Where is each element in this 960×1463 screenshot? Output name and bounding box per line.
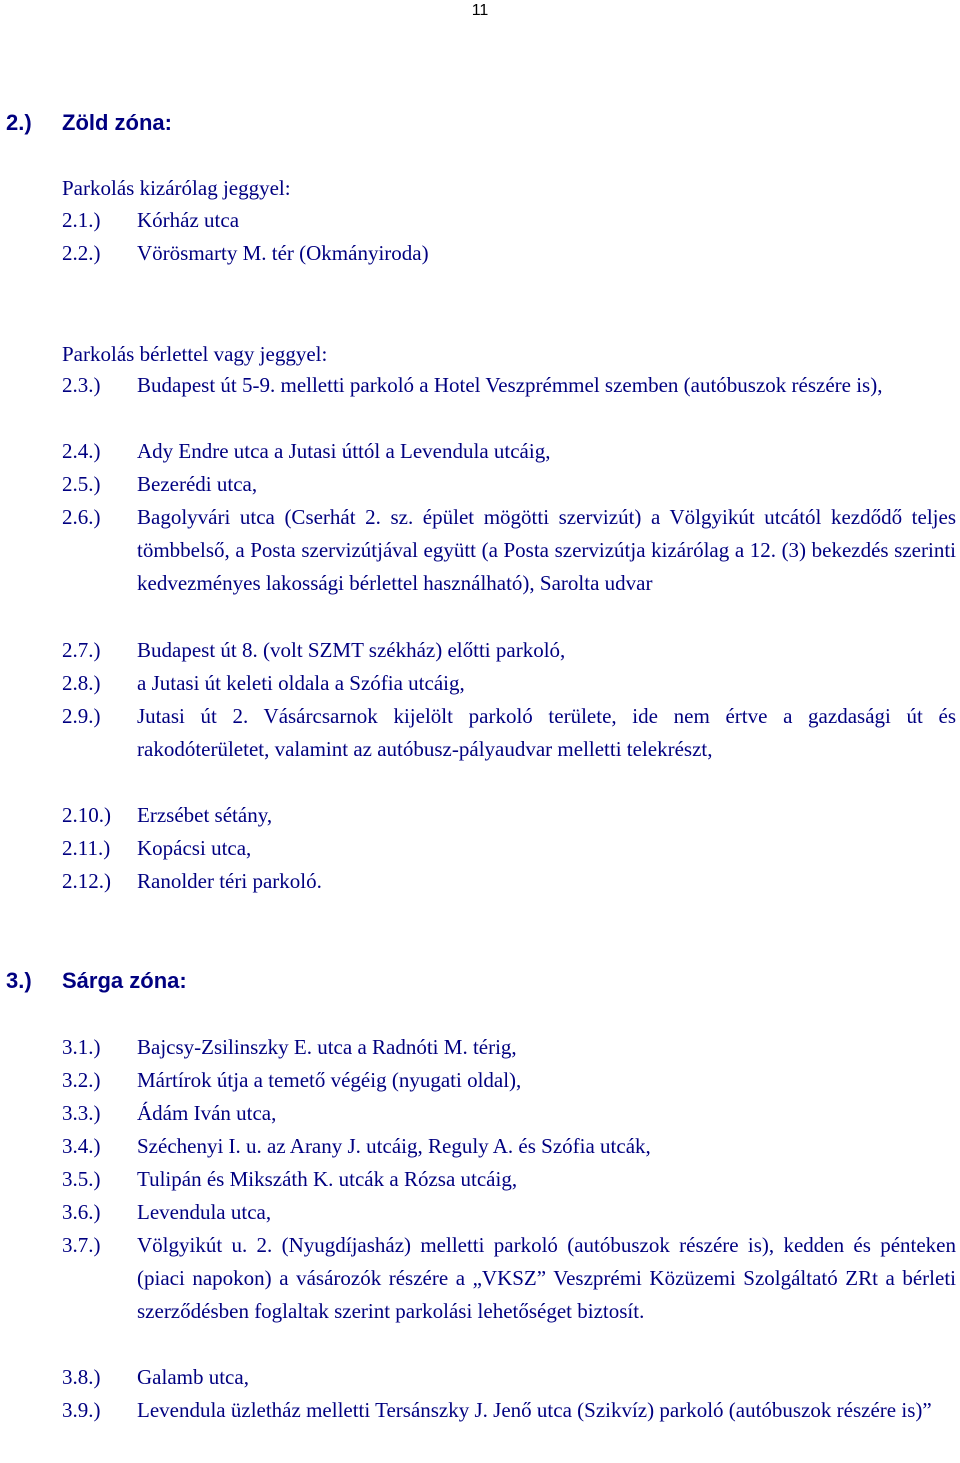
item-text: Galamb utca, <box>137 1365 249 1389</box>
list-item <box>62 1097 956 1130</box>
item-number: 3.9.) <box>62 1398 101 1422</box>
item-text: Széchenyi I. u. az Arany J. utcáig, Reguly A. és Szófia utcák, <box>137 1134 651 1158</box>
item-number: 3.3.) <box>62 1101 101 1125</box>
section-title: Zöld zóna: <box>62 110 172 135</box>
item-number: 2.11.) <box>62 836 111 860</box>
list-item <box>62 435 956 468</box>
list-item <box>62 1163 956 1196</box>
list-item <box>62 1196 956 1229</box>
item-number: 2.8.) <box>62 671 101 695</box>
list-item <box>62 1130 956 1163</box>
item-number: 2.10.) <box>62 803 111 827</box>
section-number: 2.) <box>6 110 32 135</box>
item-number: 3.7.) <box>62 1233 101 1257</box>
group-heading-pass-or-ticket: Parkolás bérlettel vagy jeggyel: <box>62 342 328 366</box>
list-item <box>62 832 956 865</box>
list-item <box>62 634 956 667</box>
list-item <box>62 369 956 402</box>
item-text: Jutasi út 2. Vásárcsarnok kijelölt parkoló területe, ide nem értve a gazdasági út és rakodóterületet, valamint az autóbusz-pályaudvar melletti telekrészt, <box>137 704 956 761</box>
item-text: Kopácsi utca, <box>137 836 252 860</box>
item-number: 3.6.) <box>62 1200 101 1224</box>
item-text: Ádám Iván utca, <box>137 1101 277 1125</box>
item-text: Tulipán és Mikszáth K. utcák a Rózsa utcáig, <box>137 1167 518 1191</box>
item-text: Bezerédi utca, <box>137 472 258 496</box>
list-item <box>62 700 956 766</box>
item-number: 2.4.) <box>62 439 101 463</box>
item-text: Ady Endre utca a Jutasi úttól a Levendula utcáig, <box>137 439 551 463</box>
list-item <box>62 468 956 501</box>
item-text: Vörösmarty M. tér (Okmányiroda) <box>137 241 429 265</box>
section-heading-yellow-zone <box>6 968 187 994</box>
item-number: 2.2.) <box>62 241 101 265</box>
section-title: Sárga zóna: <box>62 968 187 993</box>
item-number: 3.8.) <box>62 1365 101 1389</box>
item-number: 3.1.) <box>62 1035 101 1059</box>
list-item <box>62 1361 956 1394</box>
item-text: Ranolder téri parkoló. <box>137 869 322 893</box>
section-number: 3.) <box>6 968 32 993</box>
list-item <box>62 1064 956 1097</box>
item-text: Kórház utca <box>137 208 240 232</box>
page-number: 11 <box>471 2 489 19</box>
list-item <box>62 1031 956 1064</box>
list-item <box>62 1229 956 1328</box>
list-item <box>62 501 956 600</box>
item-text: Bagolyvári utca (Cserhát 2. sz. épület mögötti szervizút) a Völgyikút utcától kezdődő teljes tömbbelső, a Posta szervizútjával együtt (a Posta szervizútja kizárólag a 12. (3) bekezdés szerinti kedvezményes lakossági bérlettel használható), Sarolta udvar <box>137 505 956 595</box>
item-number: 2.9.) <box>62 704 101 728</box>
item-text: Levendula üzletház melletti Tersánszky J. Jenő utca (Szikvíz) parkoló (autóbuszok részére is)” <box>137 1398 932 1422</box>
item-number: 2.3.) <box>62 373 101 397</box>
list-item <box>62 667 956 700</box>
item-number: 2.5.) <box>62 472 101 496</box>
item-number: 3.5.) <box>62 1167 101 1191</box>
section-heading-green-zone <box>6 110 172 136</box>
group-heading-ticket-only: Parkolás kizárólag jeggyel: <box>62 176 291 200</box>
list-item <box>62 204 956 237</box>
item-text: Levendula utca, <box>137 1200 272 1224</box>
list-item <box>62 799 956 832</box>
list-item <box>62 237 956 270</box>
item-number: 3.4.) <box>62 1134 101 1158</box>
item-text: Mártírok útja a temető végéig (nyugati oldal), <box>137 1068 522 1092</box>
list-item <box>62 1394 956 1427</box>
list-item <box>62 865 956 898</box>
item-number: 2.12.) <box>62 869 111 893</box>
item-text: Budapest út 5-9. melletti parkoló a Hotel Veszprémmel szemben (autóbuszok részére is), <box>137 373 883 397</box>
item-text: Budapest út 8. (volt SZMT székház) előtti parkoló, <box>137 638 566 662</box>
item-text: a Jutasi út keleti oldala a Szófia utcáig, <box>137 671 465 695</box>
item-number: 2.6.) <box>62 505 101 529</box>
item-text: Erzsébet sétány, <box>137 803 273 827</box>
item-number: 2.1.) <box>62 208 101 232</box>
item-text: Bajcsy-Zsilinszky E. utca a Radnóti M. térig, <box>137 1035 517 1059</box>
item-number: 2.7.) <box>62 638 101 662</box>
item-text: Völgyikút u. 2. (Nyugdíjasház) melletti parkoló (autóbuszok részére is), kedden és pénteken (piaci napokon) a vásározók részére a „VKSZ” Veszprémi Közüzemi Szolgáltató ZRt a bérleti szerződésben foglaltak szerint parkolási lehetőséget biztosít. <box>137 1233 956 1323</box>
item-number: 3.2.) <box>62 1068 101 1092</box>
